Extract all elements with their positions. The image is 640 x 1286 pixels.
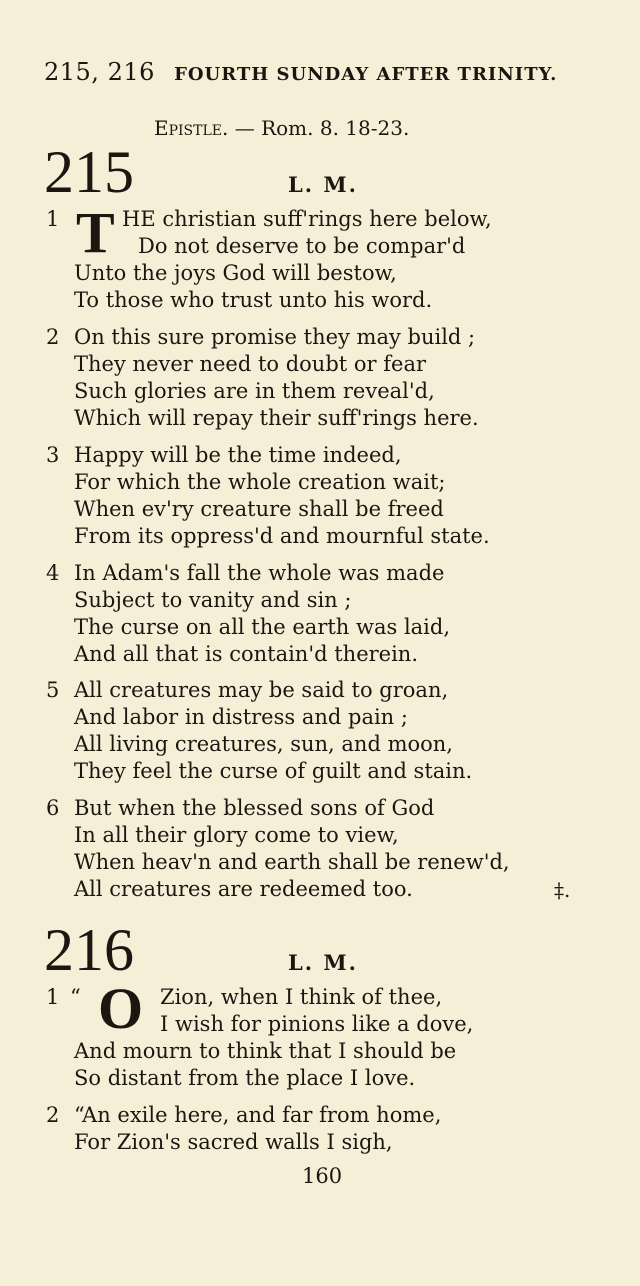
verse-line: The curse on all the earth was laid, [74,615,451,639]
verse-line: Happy will be the time indeed, [74,443,402,467]
verse-number: 1 [46,985,60,1009]
drop-cap: T [76,200,115,265]
verse-line: All living creatures, sun, and moon, [74,732,453,756]
header-hymn-numbers: 215, 216 [44,58,155,86]
verse-number: 1 [46,207,60,231]
verse-line: On this sure promise they may build ; [74,325,476,349]
verse-line: And all that is contain'd therein. [74,642,418,666]
verse-number: 5 [46,678,60,702]
verse-line: In Adam's fall the whole was made [74,561,445,585]
verse-line: From its oppress'd and mournful state. [74,524,490,548]
verse-line: For which the whole creation wait; [74,470,446,494]
epistle-label: Epistle. [154,116,229,140]
verse-line: And labor in distress and pain ; [74,705,408,729]
verse-line: They never need to doubt or fear [74,352,426,376]
verse-line: Subject to vanity and sin ; [74,588,352,612]
page-number: 160 [302,1164,343,1188]
verse-number: 2 [46,1103,60,1127]
verse-line: When ev'ry creature shall be freed [74,497,444,521]
verse-line: For Zion's sacred walls I sigh, [74,1130,393,1154]
epistle-ref: — Rom. 8. 18-23. [234,116,410,140]
verse-line: So distant from the place I love. [74,1066,416,1090]
header-title: FOURTH SUNDAY AFTER TRINITY. [174,64,558,85]
verse-line: When heav'n and earth shall be renew'd, [74,850,510,874]
verse-line: Do not deserve to be compar'd [138,234,466,258]
verse-line: In all their glory come to view, [74,823,399,847]
verse-line: To those who trust unto his word. [74,288,433,312]
verse-line: Such glories are in them reveal'd, [74,379,435,403]
verse-line: They feel the curse of guilt and stain. [74,759,473,783]
hymn-meter-216: L. M. [288,950,358,975]
verse-line: “An exile here, and far from home, [74,1103,442,1127]
epistle-reference [154,116,409,140]
verse-number: 6 [46,796,60,820]
verse-line: And mourn to think that I should be [74,1039,457,1063]
verse-line: HE christian suff'rings here below, [122,207,492,231]
verse-number: 4 [46,561,60,585]
verse-line: Which will repay their suff'rings here. [74,406,479,430]
verse-number: 2 [46,325,60,349]
verse-line: All creatures may be said to groan, [74,678,449,702]
verse-number: 3 [46,443,60,467]
hymn-meter-215: L. M. [288,172,358,197]
verse-line: But when the blessed sons of God [74,796,435,820]
verse-line: Zion, when I think of thee, [160,985,443,1009]
drop-cap: O [98,976,144,1041]
running-head [44,58,604,86]
hymn-number-215: 215 [44,139,134,205]
hymn-number-216: 216 [44,917,134,983]
verse-line: Unto the joys God will bestow, [74,261,397,285]
verse-line: I wish for pinions like a dove, [160,1012,474,1036]
end-mark: ‡. [554,878,571,902]
open-quote: “ [70,985,81,1009]
verse-line: All creatures are redeemed too. [74,877,413,901]
